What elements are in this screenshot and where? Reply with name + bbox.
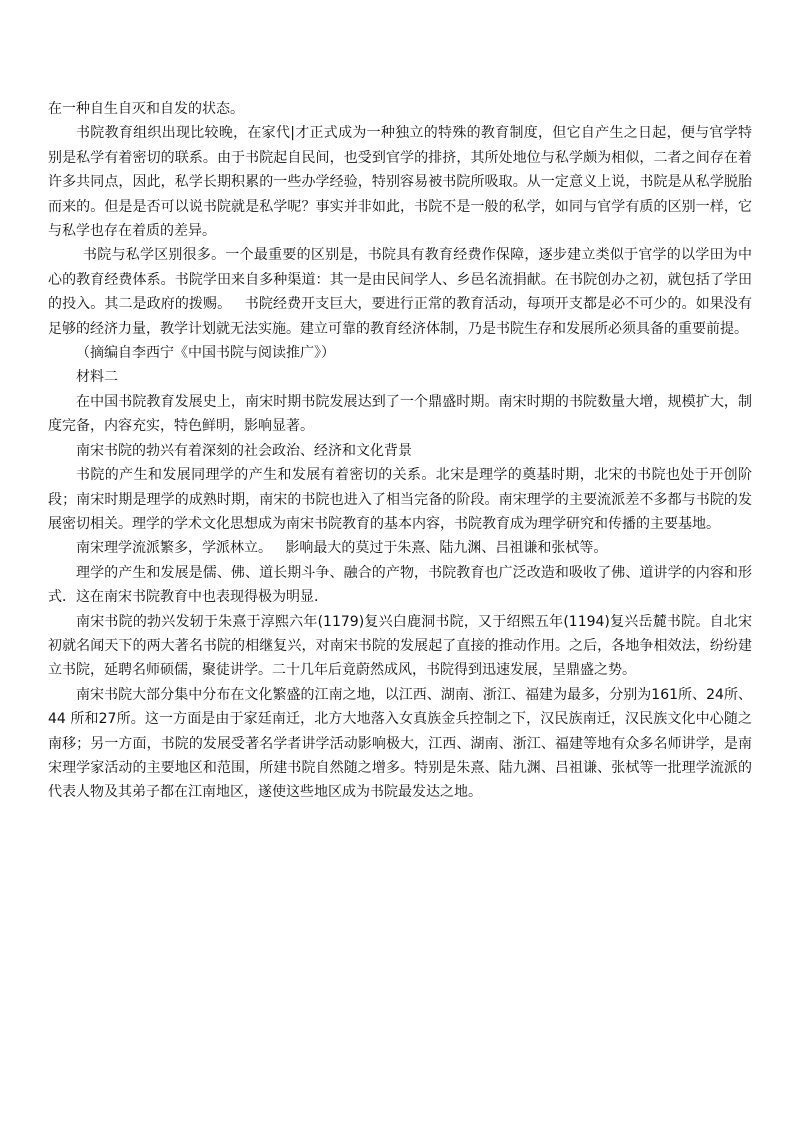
paragraph-academy-vs-private: 书院与私学区别很多。一个最重要的区别是，书院具有教育经费作保障，逐步建立类似于官学的以学田为中心的教育经费体系。书院学田来自多种渠道：其一是由民间学人、乡邑名流捐献。在书院创办之初，就包括了学田的投入。其二是政府的拨赐。 书院经费开支巨大，要进行正常的教育活动，每项开支都是必不可少的。如果没有足够的经济力量，教学计划就无法实施。建立可靠的教育经济体制，乃是书院生存和发展所必须具备的重要前提。	[48, 247, 752, 337]
section-heading-material-2: 材料二	[76, 369, 118, 386]
paragraph-schools: 南宋理学流派繁多，学派林立。 影响最大的莫过于朱熹、陆九渊、吕祖谦和张栻等。	[76, 540, 608, 557]
source-citation-1: （摘编自李西宁《中国书院与阅读推广》）	[76, 345, 335, 362]
paragraph-southern-song-peak: 在中国书院教育发展史上，南宋时期书院发展达到了一个鼎盛时期。南宋时期的书院数量大增，规模扩大，制度完备，内容充实，特色鲜明，影响显著。	[48, 393, 752, 435]
paragraph-background-heading: 南宋书院的勃兴有着深刻的社会政治、经济和文化背景	[76, 442, 412, 459]
paragraph-buddhism-taoism: 理学的产生和发展是儒、佛、道长期斗争、融合的产物，书院教育也广泛改造和吸收了佛、道讲学的内容和形式．这在南宋书院教育中也表现得极为明显．	[48, 564, 752, 606]
paragraph-distribution: 南宋书院大部分集中分布在文化繁盛的江南之地，以江西、湖南、浙江、福建为最多，分别为161所、24所、44 所和27所。这一方面是由于家廷南迁，北方大地落入女真族金兵控制之下，汉民族南迁，汉民族文化中心随之南移；另一方面，书院的发展受著名学者讲学活动影响极大，江西、湖南、浙江、福建等地有众多名师讲学，是南宋理学家活动的主要地区和范围，所建书院自然随之增多。特别是朱熹、陆九渊、吕祖谦、张栻等一批理学流派的代表人物及其弟子都在江南地区，遂使这些地区成为书院最发达之地。	[48, 686, 752, 801]
paragraph-revival: 南宋书院的勃兴发轫于朱熹于淳熙六年(1179)复兴白鹿洞书院，又于绍熙五年(1194)复兴岳麓书院。自北宋初就名闻天下的两大著名书院的相继复兴，对南宋书院的发展起了直接的推动作用。之后，各地争相效法，纷纷建立书院，延聘名师硕儒，聚徒讲学。二十几年后竟蔚然成风，书院得到迅速发展，呈鼎盛之势。	[48, 613, 752, 679]
paragraph-neo-confucianism: 书院的产生和发展同理学的产生和发展有着密切的关系。北宋是理学的奠基时期，北宋的书院也处于开创阶段；南宋时期是理学的成熟时期，南宋的书院也进入了相当完备的阶段。南宋理学的主要流派差不多都与书院的发展密切相关。理学的学术文化思想成为南宋书院教育的基本内容，书院教育成为理学研究和传播的主要基地。	[48, 467, 752, 532]
paragraph-continuation: 在一种自生自灭和自发的状态。	[48, 101, 244, 117]
document-page	[48, 97, 752, 805]
paragraph-academy-origin: 书院教育组织出现比较晚，在家代|才正式成为一种独立的特殊的教育制度，但它自产生之日起，便与官学特别是私学有着密切的联系。由于书院起自民间，也受到官学的排挤，其所处地位与私学颇为相似，二者之间存在着许多共同点，因此，私学长期积累的一些办学经验，特别容易被书院所吸取。从一定意义上说，书院是从私学脱胎而来的。但是是否可以说书院就是私学呢？事实并非如此，书院不是一般的私学，如同与官学有质的区别一样，它与私学也存在着质的差异。	[48, 125, 752, 240]
